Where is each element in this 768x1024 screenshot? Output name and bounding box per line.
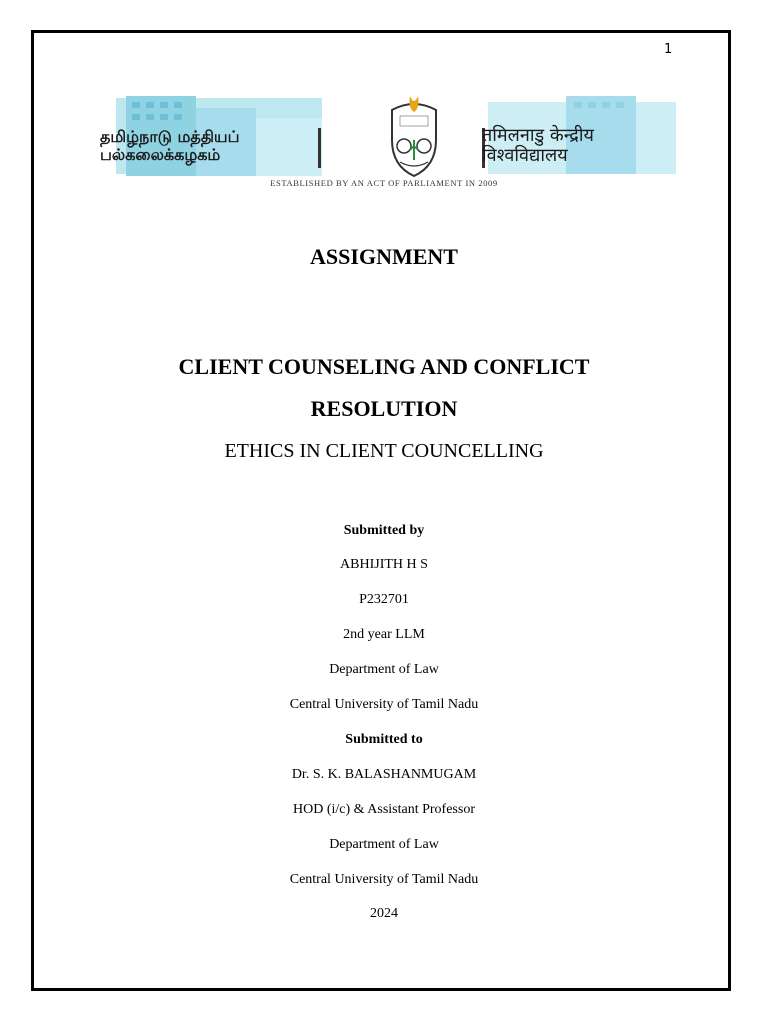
student-university: Central University of Tamil Nadu <box>289 697 479 712</box>
faculty-university: Central University of Tamil Nadu <box>289 872 479 887</box>
university-banner <box>96 88 680 200</box>
university-emblem <box>392 96 436 176</box>
tamil-name-line-1: தமிழ்நாடு மத்தியப் <box>100 127 240 146</box>
faculty-name: Dr. S. K. BALASHANMUGAM <box>291 767 477 782</box>
student-name: ABHIJITH H S <box>340 557 428 572</box>
student-year: 2nd year LLM <box>343 627 425 642</box>
student-department: Department of Law <box>329 662 439 677</box>
submitted-by-heading: Submitted by <box>343 523 425 538</box>
page-number: 1 <box>664 42 673 57</box>
faculty-designation: HOD (i/c) & Assistant Professor <box>293 802 475 817</box>
faculty-department: Department of Law <box>329 837 439 852</box>
submission-year: 2024 <box>370 906 398 921</box>
student-reg-no: P232701 <box>359 592 409 607</box>
submitted-to-heading: Submitted to <box>345 732 423 747</box>
document-type-heading: ASSIGNMENT <box>310 244 458 269</box>
course-title-line-1: CLIENT COUNSELING AND CONFLICT <box>178 354 590 379</box>
course-title <box>0 346 768 430</box>
tamil-university-name <box>100 128 315 164</box>
established-tagline: ESTABLISHED BY AN ACT OF PARLIAMENT IN 2009 <box>270 178 498 188</box>
topic-title: ETHICS IN CLIENT COUNCELLING <box>224 440 544 462</box>
tamil-name-line-2: பல்கலைக்கழகம் <box>100 145 221 164</box>
hindi-university-name <box>482 126 682 166</box>
hindi-name-line-1: तमिलनाडु केन्द्रीय <box>482 125 594 146</box>
course-title-line-2: RESOLUTION <box>310 396 458 421</box>
hindi-name-line-2: विश्वविद्यालय <box>482 145 568 166</box>
